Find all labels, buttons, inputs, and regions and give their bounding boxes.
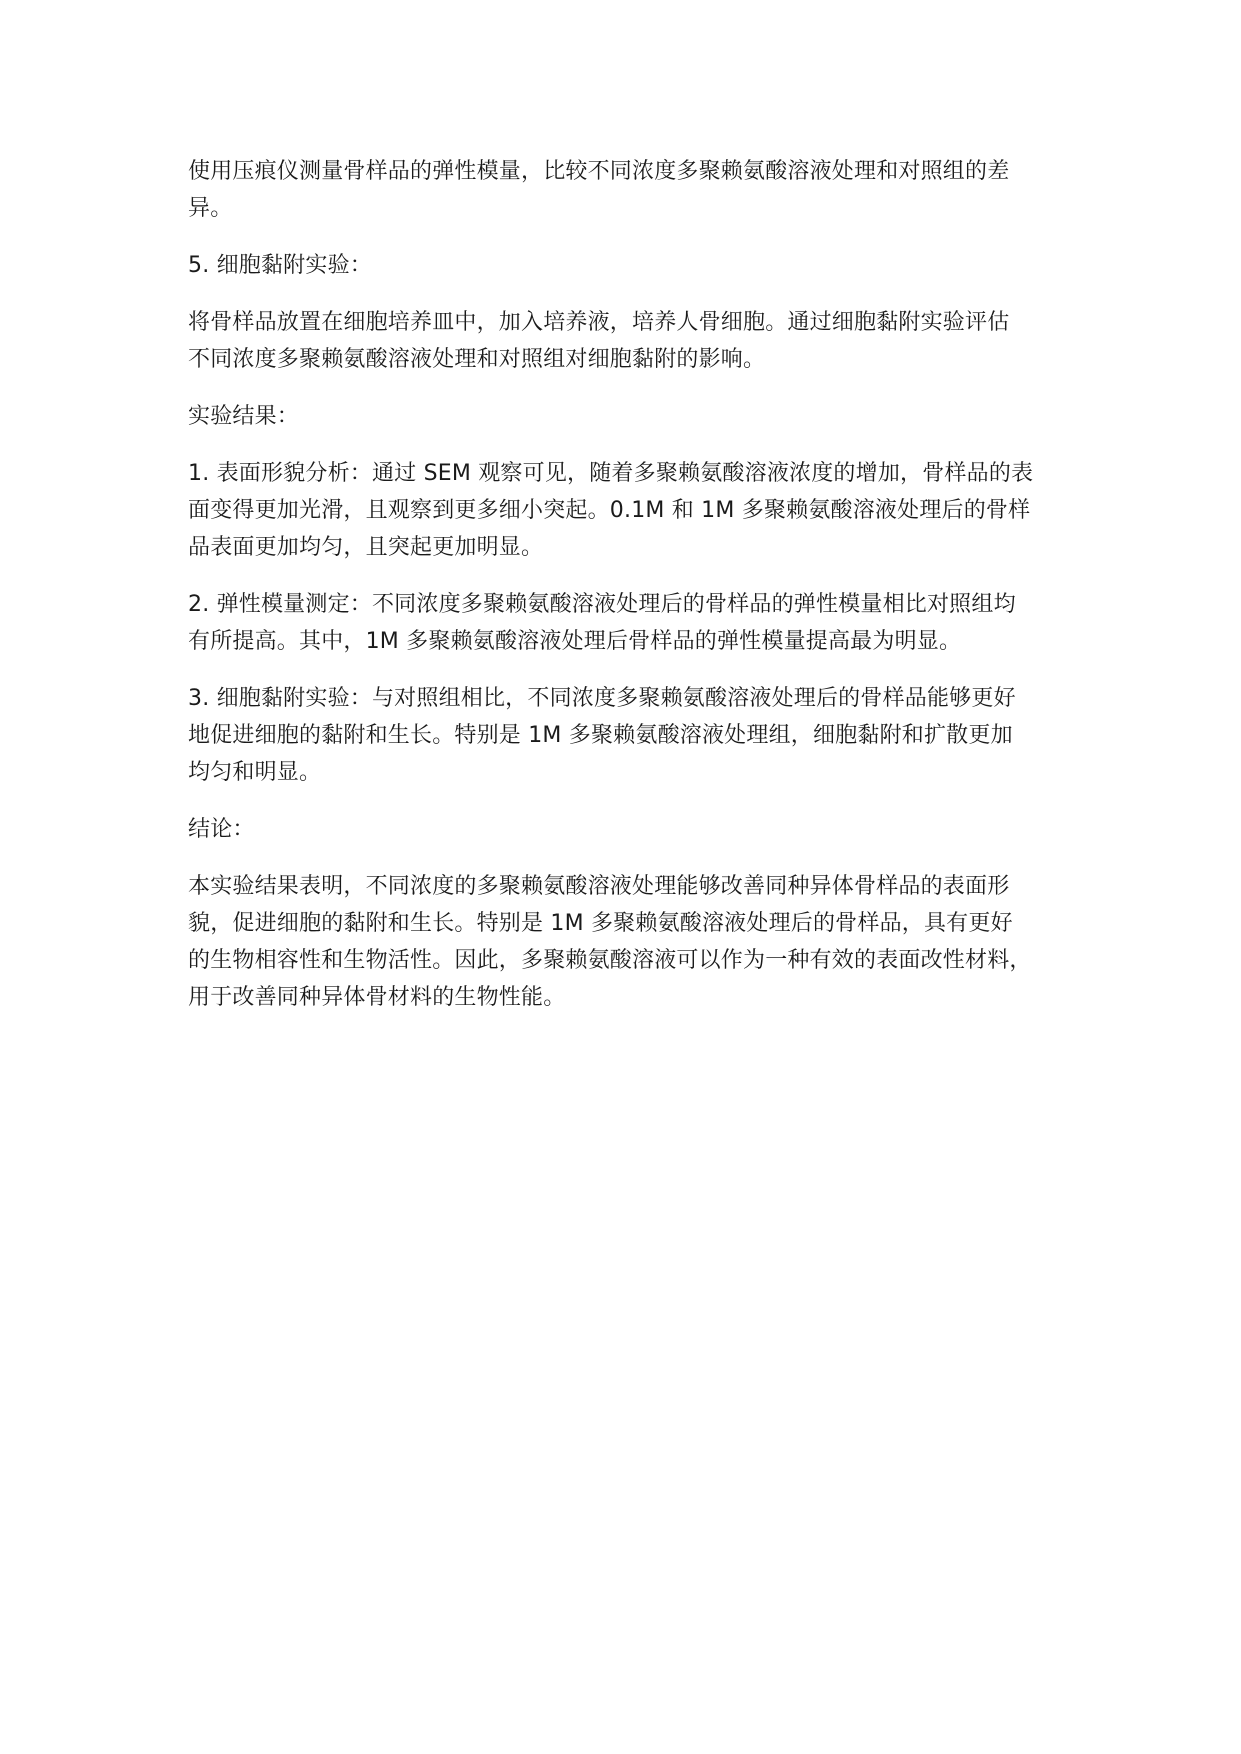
section-heading-results [188,398,1068,435]
text-line: 结论： [188,817,255,842]
document-body [188,153,1068,1036]
paragraph-result-elastic-modulus [188,586,1068,660]
text-line: 有所提高。其中，1M 多聚赖氨酸溶液处理后骨样品的弹性模量提高最为明显。 [188,629,962,654]
text-line: 使用压痕仪测量骨样品的弹性模量，比较不同浓度多聚赖氨酸溶液处理和对照组的差 [188,159,1010,184]
text-line: 5. 细胞黏附实验： [188,253,372,278]
text-line: 品表面更加均匀，且突起更加明显。 [188,535,544,560]
text-line: 1. 表面形貌分析：通过 SEM 观察可见，随着多聚赖氨酸溶液浓度的增加，骨样品的表 [188,461,1034,486]
text-line: 2. 弹性模量测定：不同浓度多聚赖氨酸溶液处理后的骨样品的弹性模量相比对照组均 [188,592,1016,617]
paragraph-elastic-modulus-method [188,153,1068,227]
text-line: 将骨样品放置在细胞培养皿中，加入培养液，培养人骨细胞。通过细胞黏附实验评估 [188,310,1010,335]
text-line: 均匀和明显。 [188,760,322,785]
paragraph-result-cell-adhesion [188,680,1068,791]
text-line: 面变得更加光滑，且观察到更多细小突起。0.1M 和 1M 多聚赖氨酸溶液处理后的骨样 [188,498,1031,523]
text-line: 的生物相容性和生物活性。因此，多聚赖氨酸溶液可以作为一种有效的表面改性材料， [188,948,1032,973]
section-heading-cell-adhesion [188,247,1068,284]
section-heading-conclusion [188,811,1068,848]
paragraph-conclusion [188,868,1068,1016]
paragraph-cell-adhesion-method [188,304,1068,378]
text-line: 不同浓度多聚赖氨酸溶液处理和对照组对细胞黏附的影响。 [188,347,766,372]
text-line: 实验结果： [188,404,300,429]
text-line: 本实验结果表明，不同浓度的多聚赖氨酸溶液处理能够改善同种异体骨样品的表面形 [188,874,1010,899]
text-line: 3. 细胞黏附实验：与对照组相比，不同浓度多聚赖氨酸溶液处理后的骨样品能够更好 [188,686,1016,711]
text-line: 貌，促进细胞的黏附和生长。特别是 1M 多聚赖氨酸溶液处理后的骨样品，具有更好 [188,911,1013,936]
text-line: 地促进细胞的黏附和生长。特别是 1M 多聚赖氨酸溶液处理组，细胞黏附和扩散更加 [188,723,1013,748]
paragraph-result-surface-morphology [188,455,1068,566]
text-line: 异。 [188,196,233,221]
text-line: 用于改善同种异体骨材料的生物性能。 [188,985,566,1010]
